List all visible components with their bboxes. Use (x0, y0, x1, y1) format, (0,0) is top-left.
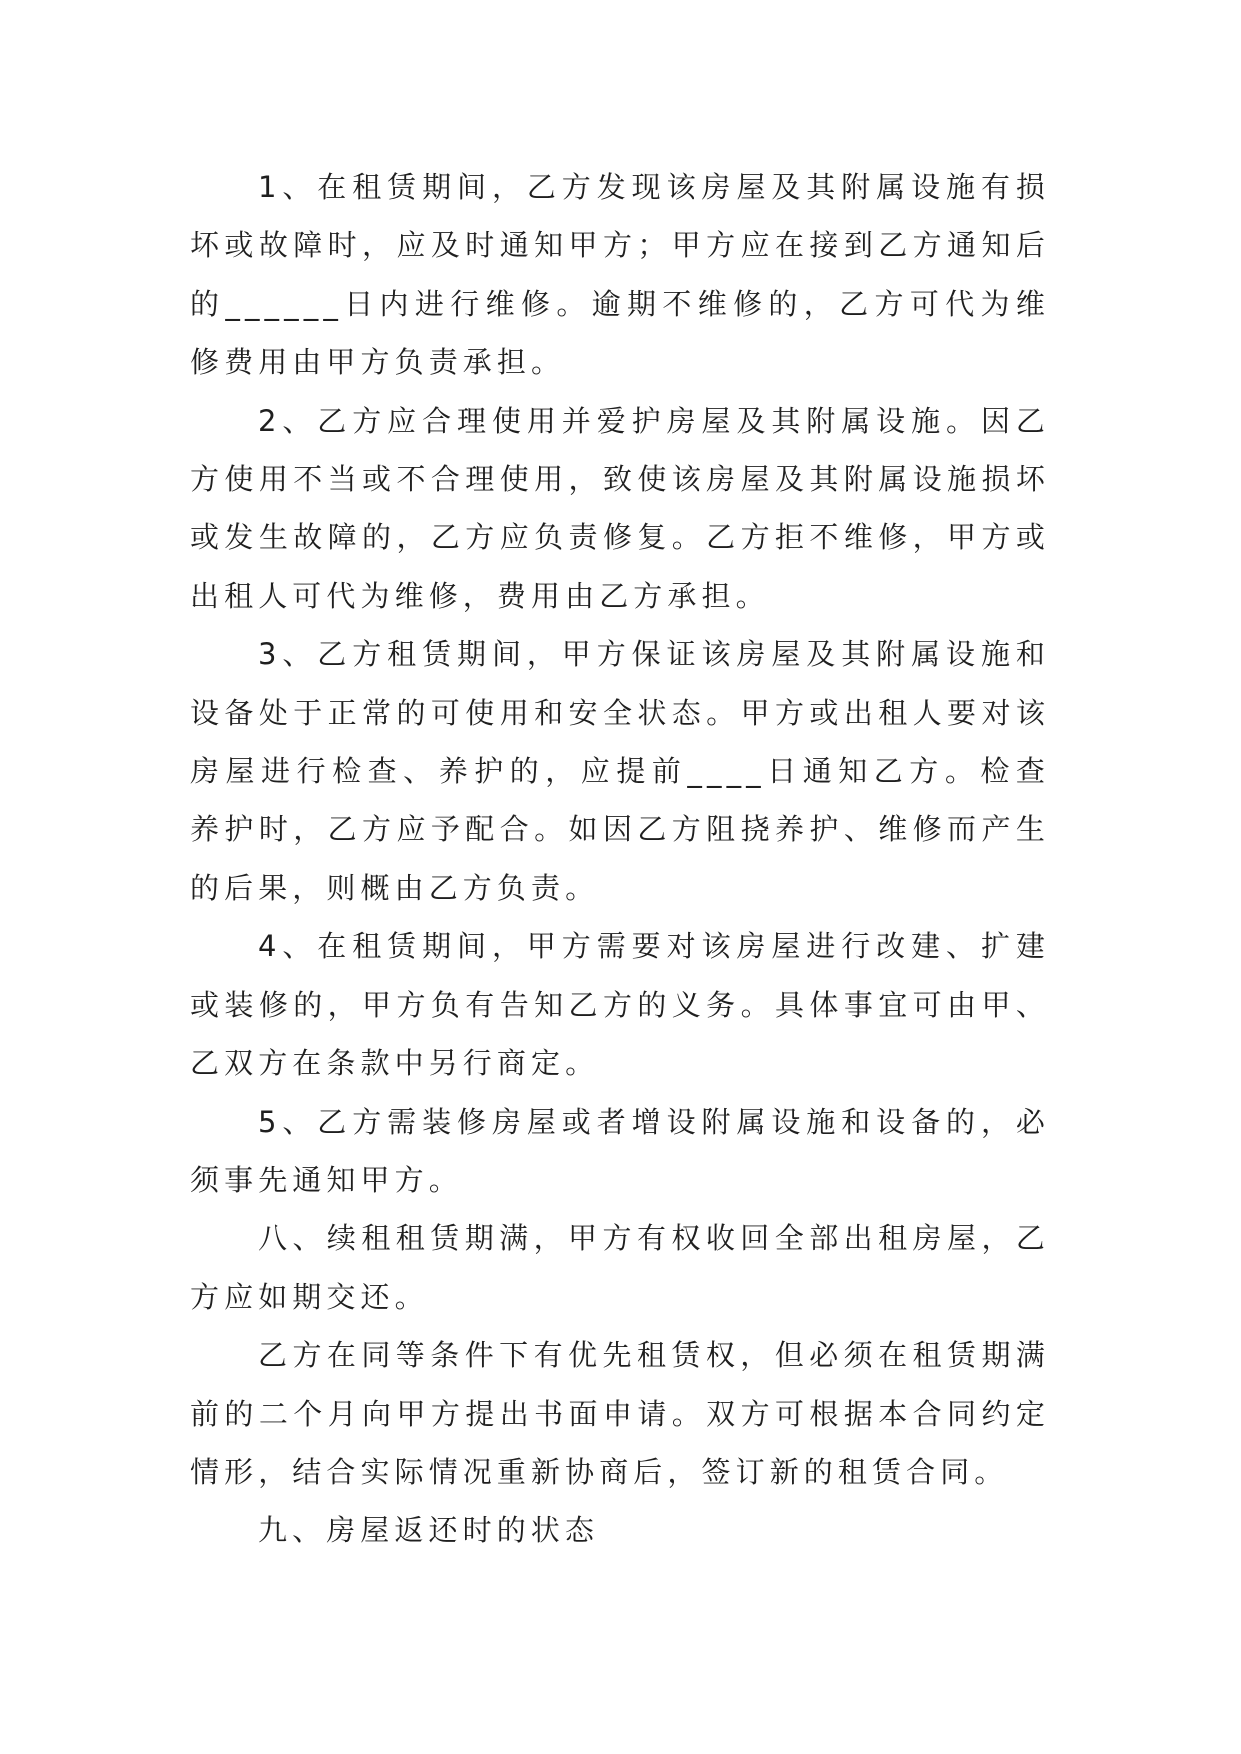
clause-4-paragraph: 4、在租赁期间，甲方需要对该房屋进行改建、扩建或装修的，甲方负有告知乙方的义务。具体事宜可由甲、乙双方在条款中另行商定。 (190, 929, 1050, 1081)
clause-3-paragraph: 3、乙方租赁期间，甲方保证该房屋及其附属设施和设备处于正常的可使用和安全状态。甲方或出租人要对该房屋进行检查、养护的，应提前____日通知乙方。检查养护时，乙方应予配合。如因乙方阻挠养护、维修而产生的后果，则概由乙方负责。 (190, 637, 1050, 905)
clause-2-paragraph: 2、乙方应合理使用并爱护房屋及其附属设施。因乙方使用不当或不合理使用，致使该房屋及其附属设施损坏或发生故障的，乙方应负责修复。乙方拒不维修，甲方或出租人可代为维修，费用由乙方承担。 (190, 403, 1050, 613)
document-body (190, 158, 1050, 1560)
section-8-heading-paragraph: 八、续租租赁期满，甲方有权收回全部出租房屋，乙方应如期交还。 (190, 1221, 1050, 1314)
renewal-priority-paragraph: 乙方在同等条件下有优先租赁权，但必须在租赁期满前的二个月向甲方提出书面申请。双方可根据本合同约定情形，结合实际情况重新协商后，签订新的租赁合同。 (190, 1338, 1050, 1489)
clause-5-paragraph: 5、乙方需装修房屋或者增设附属设施和设备的，必须事先通知甲方。 (190, 1104, 1050, 1197)
clause-1-paragraph: 1、在租赁期间，乙方发现该房屋及其附属设施有损坏或故障时，应及时通知甲方；甲方应在接到乙方通知后的______日内进行维修。逾期不维修的，乙方可代为维修费用由甲方负责承担。 (190, 170, 1050, 380)
section-9-heading: 九、房屋返还时的状态 (258, 1513, 600, 1548)
